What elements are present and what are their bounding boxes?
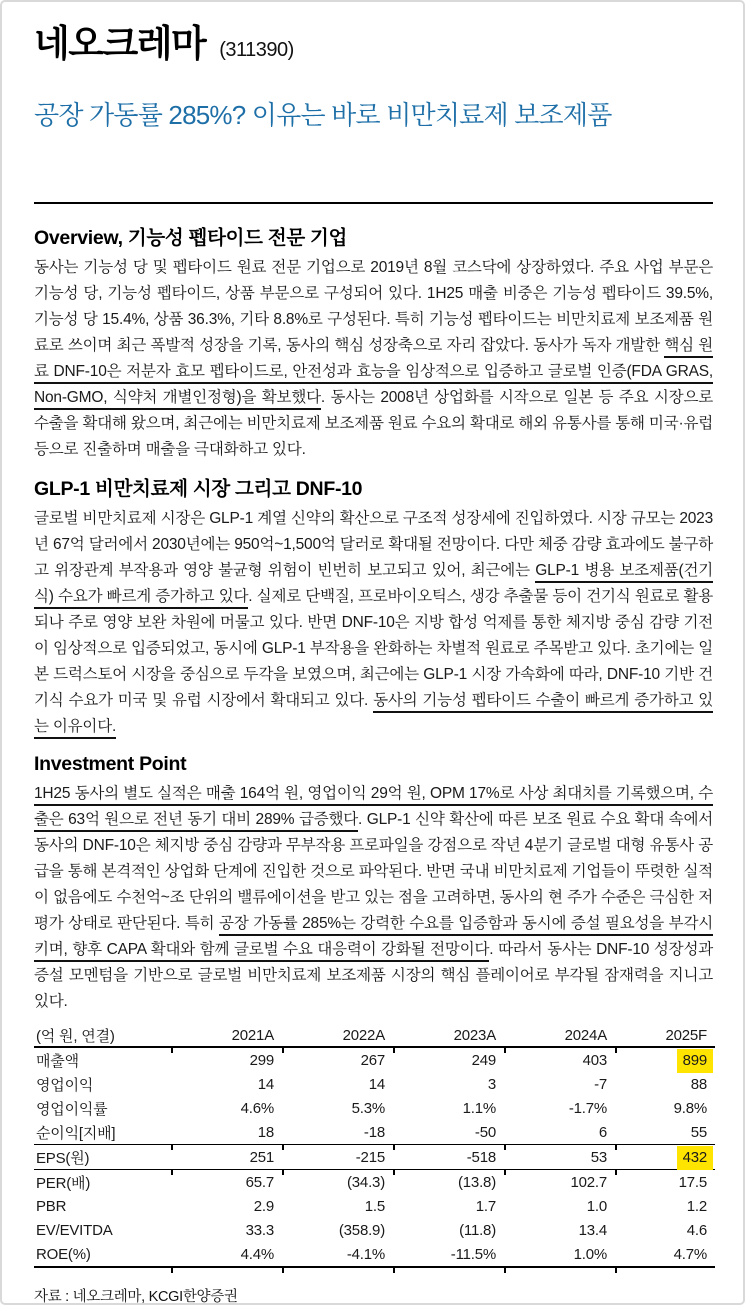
table-cell: 33.3 — [245, 1221, 274, 1239]
table-cell: -7 — [594, 1075, 607, 1093]
section-title: GLP-1 비만치료제 시장 그리고 DNF-10 — [34, 478, 363, 500]
underlined-text: 공장 가동률 285%는 강력한 수요를 입증함과 동시에 증설 필요성을 부각시키며, 향후 CAPA 확대와 함께 글로벌 수요 대응력이 강화될 전망이다 — [34, 915, 713, 962]
table-cell: (34.3) — [282, 1170, 393, 1195]
table-cell: 1.0 — [586, 1197, 607, 1215]
financial-table — [34, 1024, 715, 1274]
row-label-cell: 영업이익 — [36, 1076, 94, 1094]
table-cell: -11.5% — [393, 1242, 504, 1267]
table-row — [34, 1145, 715, 1170]
table-cell: 13.4 — [578, 1221, 607, 1239]
report-header — [34, 22, 713, 66]
table-cell: 1.7 — [475, 1197, 496, 1215]
underlined-text: 동사의 기능성 펩타이드 수출이 빠르게 증가하고 있는 이유이다. — [34, 692, 713, 739]
row-label-cell: PER(배) — [36, 1174, 91, 1192]
table-cell: 5.3% — [351, 1099, 385, 1117]
body-text: . GLP-1 신약 확산에 따른 보조 원료 수요 확대 속에서 동사의 DNF-10은 체지방 중심 감량과 무부작용 프로파일을 강점으로 작년 4분기 글로벌 대형 유통사 공급을 통해 본격적인 상업화 단계에 진입한 것으로 파악된다. 반면 국내 비만치료제 기업들이 뚜렷한 실적이 없음에도 수천억~조 단위의 밸류에이션을 받고 있는 점을 고려하면, 동사의 현 주가 수준은 극심한 저평가 상태로 판단된다. 특히 — [34, 811, 713, 932]
table-header-cell: 2023A — [393, 1024, 504, 1047]
table-cell: 251 — [171, 1145, 282, 1170]
table-cell: 1.2 — [686, 1197, 707, 1215]
table-cell: -18 — [282, 1120, 393, 1145]
row-label-cell: ROE(%) — [34, 1242, 171, 1267]
table-cell: 102.7 — [504, 1170, 615, 1195]
row-label-cell: PBR — [36, 1197, 67, 1215]
source-note: 자료 : 네오크레마, KCGI한양증권 — [34, 1289, 238, 1305]
underlined-text: 핵심 원료 DNF-10은 저분자 효모 펩타이드로, 안전성과 효능을 임상적으로 입증하고 글로벌 인증(FDA GRAS, Non-GMO, 식약처 개별인정형)을 확보했다 — [34, 337, 713, 410]
table-cell: 17.5 — [615, 1170, 715, 1195]
section-glp1-market — [34, 477, 713, 740]
tick-cell — [504, 1267, 615, 1274]
table-cell: 9.8% — [673, 1099, 707, 1117]
table-cell: 403 — [504, 1047, 615, 1072]
table-cell: 53 — [504, 1145, 615, 1170]
section-paragraph — [34, 781, 713, 1015]
body-text: 동사는 기능성 당 및 펩타이드 원료 전문 기업으로 2019년 8월 코스닥에 상장하였다. 주요 사업 부문은 기능성 당, 기능성 펩타이드, 상품 부문으로 구성되어 있다. 1H25 매출 비중은 기능성 펩타이드 39.5%, 기능성 당 15.4%, 상품 36.3%, 기타 8.8%로 구성된다. 특히 기능성 펩타이드는 비만치료제 보조제품 원료로 쓰이며 최근 폭발적 성장을 기록, 동사의 핵심 성장축으로 자리 잡았다. 동사가 독자 개발한 — [34, 259, 713, 354]
report-headline: 공장 가동률 285%? 이유는 바로 비만치료제 보조제품 — [34, 100, 612, 130]
table-cell: 4.7% — [615, 1242, 715, 1267]
header-divider — [34, 202, 713, 204]
report-body — [2, 2, 743, 1306]
row-label-cell: 영업이익률 — [36, 1100, 108, 1118]
table-cell: 4.4% — [171, 1242, 282, 1267]
table-row — [34, 1120, 715, 1145]
table-cell: -518 — [393, 1145, 504, 1170]
table-cell — [615, 1145, 715, 1170]
table-row — [34, 1047, 715, 1072]
underlined-text: 1H25 동사의 별도 실적은 매출 164억 원, 영업이익 29억 원, OPM 17%로 사상 최대치를 기록했으며, 수출은 63억 원으로 전년 동기 대비 289% 급증했다 — [34, 785, 713, 832]
row-label-cell: 순이익[지배] — [34, 1120, 171, 1145]
table-cell: -1.7% — [568, 1099, 607, 1117]
table-cell: 14 — [257, 1075, 274, 1093]
table-cell: 4.6% — [240, 1099, 274, 1117]
table-cell: 55 — [615, 1120, 715, 1145]
table-cell: 1.0% — [504, 1242, 615, 1267]
tick-cell — [34, 1267, 171, 1274]
tick-cell — [171, 1267, 282, 1274]
table-row — [34, 1170, 715, 1195]
table-cell: 14 — [368, 1075, 385, 1093]
row-label-cell: EV/EVITDA — [36, 1221, 113, 1239]
body-text: . 따라서 동사는 DNF-10 성장성과 증설 모멘텀을 기반으로 글로벌 비만치료제 보조제품 시장의 핵심 플레이어로 부각될 잠재력을 지니고 있다. — [34, 941, 713, 1010]
table-cell: (11.8) — [459, 1221, 496, 1239]
table-row — [34, 1194, 715, 1218]
tick-cell — [615, 1267, 715, 1274]
table-cell: 4.6 — [686, 1221, 707, 1239]
table-cell: 299 — [171, 1047, 282, 1072]
table-cell: 1.5 — [364, 1197, 385, 1215]
highlighted-value: 899 — [677, 1049, 713, 1073]
row-label-cell: EPS(원) — [34, 1145, 171, 1170]
table-header-row — [34, 1024, 715, 1047]
table-cell: 6 — [504, 1120, 615, 1145]
table-row — [34, 1096, 715, 1120]
table-cell: (358.9) — [338, 1221, 385, 1239]
table-cell: 267 — [282, 1047, 393, 1072]
row-label-cell: 매출액 — [36, 1052, 79, 1070]
section-title: Overview, 기능성 펩타이드 전문 기업 — [34, 227, 348, 249]
financial-table-body — [34, 1047, 715, 1274]
table-cell: 65.7 — [171, 1170, 282, 1195]
table-cell: 1.1% — [462, 1099, 496, 1117]
section-paragraph — [34, 506, 713, 740]
table-header-cell: (억 원, 연결) — [34, 1024, 171, 1047]
table-cell: -4.1% — [282, 1242, 393, 1267]
table-cell: -215 — [282, 1145, 393, 1170]
table-header-cell: 2022A — [282, 1024, 393, 1047]
section-overview — [34, 226, 713, 463]
table-row — [34, 1072, 715, 1096]
table-cell — [615, 1047, 715, 1072]
section-investment-point — [34, 752, 713, 1015]
table-cell: 88 — [690, 1075, 707, 1093]
body-text: . 실제로 단백질, 프로바이오틱스, 생강 추출물 등이 건기식 원료로 활용되나 주로 영양 보완 차원에 머물고 있다. 반면 DNF-10은 지방 합성 억제를 통한 체지방 중심 감량 기전이 임상적으로 입증되었고, 동시에 GLP-1 부작용을 완화하는 차별적 원료로 주목받고 있다. 초기에는 일본 드럭스토어 시장을 중심으로 두각을 보였으며, 최근에는 GLP-1 시장 가속화에 따라, DNF-10 기반 건기식 수요가 미국 및 유럽 시장에서 확대되고 있다. — [34, 588, 713, 709]
underlined-text: GLP-1 병용 보조제품(건기식) 수요가 빠르게 증가하고 있다 — [34, 562, 713, 609]
table-row — [34, 1218, 715, 1242]
table-header-cell: 2025F — [615, 1024, 715, 1047]
table-cell: (13.8) — [393, 1170, 504, 1195]
table-row — [34, 1242, 715, 1267]
table-header-cell: 2024A — [504, 1024, 615, 1047]
ticker-code: (311390) — [219, 39, 294, 61]
table-cell: -50 — [393, 1120, 504, 1145]
section-title: Investment Point — [34, 753, 187, 775]
table-bottom-ticks — [34, 1267, 715, 1274]
highlighted-value: 432 — [677, 1146, 713, 1170]
tick-cell — [282, 1267, 393, 1274]
table-header-cell: 2021A — [171, 1024, 282, 1047]
table-cell: 3 — [487, 1075, 496, 1093]
section-paragraph — [34, 255, 713, 463]
company-name: 네오크레마 — [34, 23, 206, 64]
table-cell: 2.9 — [253, 1197, 274, 1215]
body-text: 글로벌 비만치료제 시장은 GLP-1 계열 신약의 확산으로 구조적 성장세에 진입하였다. 시장 규모는 2023년 67억 달러에서 2030년에는 950억~1,500억 달러로 확대될 전망이다. 다만 체중 감량 효과에도 불구하고 위장관계 부작용과 영양 불균형 위험이 빈번히 보고되고 있어, 최근에는 — [34, 510, 713, 579]
table-cell: 249 — [393, 1047, 504, 1072]
table-cell: 18 — [171, 1120, 282, 1145]
financial-table-head — [34, 1024, 715, 1047]
body-text: . 동사는 2008년 상업화를 시작으로 일본 등 주요 시장으로 수출을 확대해 왔으며, 최근에는 비만치료제 보조제품 원료 수요의 확대로 해외 유통사를 통해 미국·유럽 등으로 진출하며 매출을 극대화하고 있다. — [34, 389, 713, 458]
tick-cell — [393, 1267, 504, 1274]
